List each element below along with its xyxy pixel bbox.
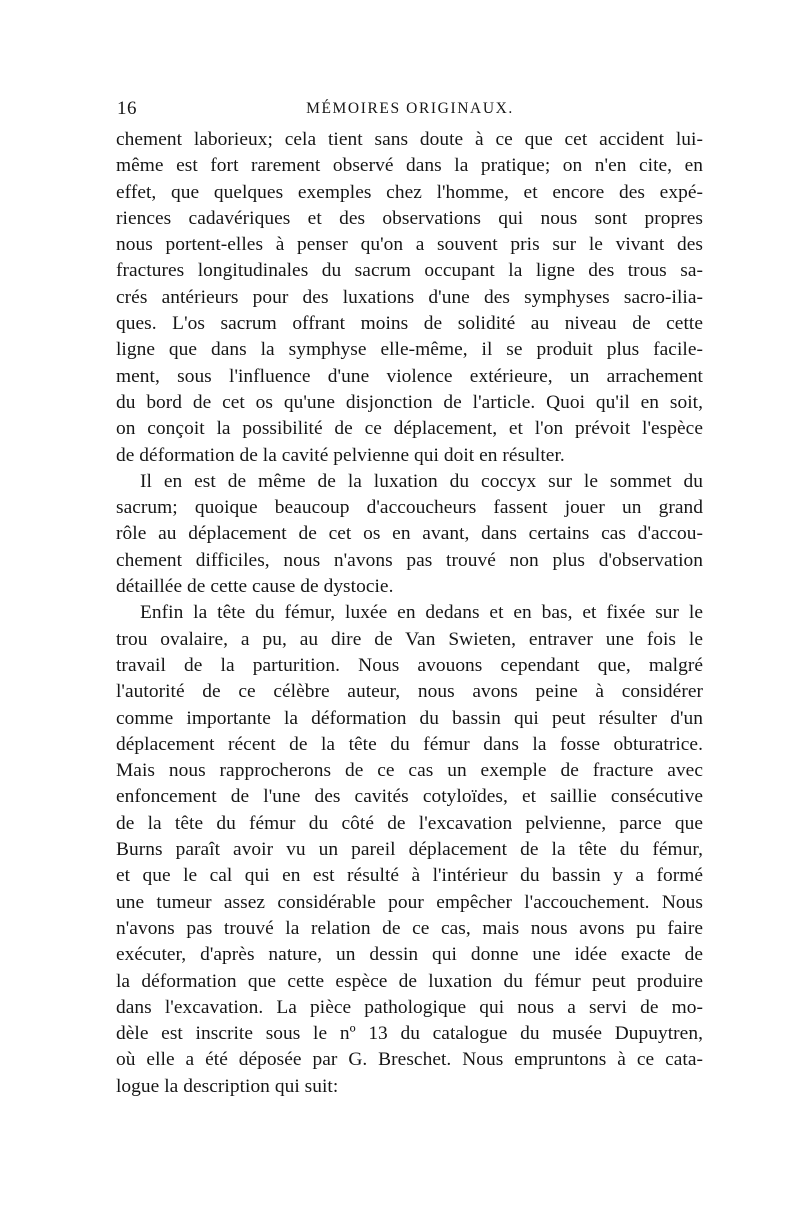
text-line: Mais nous rapprocherons de ce cas un exemple de fracture avec [116,760,703,782]
body-text [116,127,703,1100]
text-line: Enfin la tête du fémur, luxée en dedans et en bas, et fixée sur le [140,602,703,624]
text-line: ques. L'os sacrum offrant moins de solidité au niveau de cette [116,313,703,335]
text-line: on conçoit la possibilité de ce déplacement, et l'on prévoit l'espèce [116,418,703,440]
text-line: riences cadavériques et des observations qui nous sont propres [116,207,703,229]
text-line: nous portent-elles à penser qu'on a souvent pris sur le vivant des [116,234,703,256]
text-line: comme importante la déformation du bassin qui peut résulter d'un [116,707,703,729]
text-line: crés antérieurs pour des luxations d'une des symphyses sacro-ilia- [116,286,703,308]
text-line: dèle est inscrite sous le nº 13 du catalogue du musée Dupuytren, [116,1023,703,1045]
text-line: trou ovalaire, a pu, au dire de Van Swieten, entraver une fois le [116,628,703,650]
text-line: effet, que quelques exemples chez l'homme, et encore des expé- [116,181,703,203]
text-line: du bord de cet os qu'une disjonction de l'article. Quoi qu'il en soit, [116,391,703,413]
text-line: sacrum; quoique beaucoup d'accoucheurs fassent jouer un grand [116,497,703,519]
text-line: la déformation que cette espèce de luxation du fémur peut produire [116,970,703,992]
text-line: de la tête du fémur du côté de l'excavation pelvienne, parce que [116,812,703,834]
text-line: détaillée de cette cause de dystocie. [116,576,394,598]
text-line: chement difficiles, nous n'avons pas trouvé non plus d'observation [116,549,703,571]
text-line: et que le cal qui en est résulté à l'intérieur du bassin y a formé [116,865,703,887]
text-line: travail de la parturition. Nous avouons cependant que, malgré [116,654,703,676]
text-line: une tumeur assez considérable pour empêcher l'accouchement. Nous [116,891,703,913]
text-line: logue la description qui suit: [116,1075,339,1097]
page-header [117,98,703,124]
text-line: ment, sous l'influence d'une violence extérieure, un arrachement [116,365,703,387]
text-line: ligne que dans la symphyse elle-même, il se produit plus facile- [116,339,703,361]
text-line: même est fort rarement observé dans la pratique; on n'en cite, en [116,155,703,177]
text-line: l'autorité de ce célèbre auteur, nous avons peine à considérer [116,681,703,703]
text-line: chement laborieux; cela tient sans doute à ce que cet accident lui- [116,129,703,150]
running-head: MÉMOIRES ORIGINAUX. [306,100,514,117]
text-line: Il en est de même de la luxation du coccyx sur le sommet du [140,470,703,492]
text-line: où elle a été déposée par G. Breschet. Nous empruntons à ce cata- [116,1049,703,1071]
text-line: n'avons pas trouvé la relation de ce cas, mais nous avons pu faire [116,917,703,939]
text-line: de déformation de la cavité pelvienne qui doit en résulter. [116,444,565,466]
text-line: enfoncement de l'une des cavités cotyloïdes, et saillie consécutive [116,786,703,808]
text-line: rôle au déplacement de cet os en avant, dans certains cas d'accou- [116,523,703,545]
text-line: dans l'excavation. La pièce pathologique qui nous a servi de mo- [116,996,703,1018]
text-line: déplacement récent de la tête du fémur dans la fosse obturatrice. [116,733,703,755]
text-line: fractures longitudinales du sacrum occupant la ligne des trous sa- [116,260,703,282]
page-number: 16 [117,98,137,119]
text-line: Burns paraît avoir vu un pareil déplacement de la tête du fémur, [116,839,703,861]
text-line: exécuter, d'après nature, un dessin qui donne une idée exacte de [116,944,703,966]
